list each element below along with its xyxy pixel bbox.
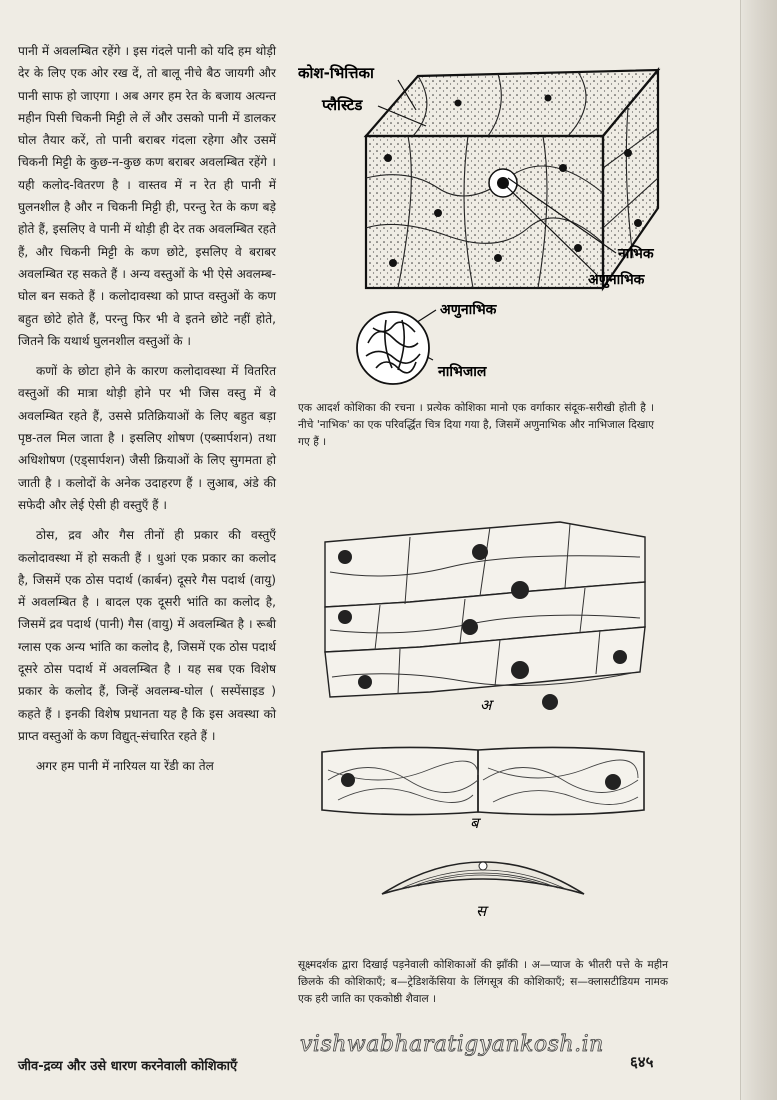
figure2-caption: सूक्ष्मदर्शक द्वारा दिखाई पड़नेवाली कोशिकाओं की झाँकी । अ—प्याज के भीतरी पत्ते के महीन छिलके की कोशिकाएँ; ब—ट्रेडिशकेंसिया के लिंगसूत्र की कोशिकाएँ; स—क्लासटीडियम नामक एक हरी जाति का एककोष्ठी शैवाल ।	[298, 959, 668, 1005]
paragraph-1: पानी में अवलम्बित रहेंगे । इस गंदले पानी को यदि हम थोड़ी देर के लिए एक ओर रख दें, तो बालू नीचे बैठ जायगी और पानी साफ हो जाएगा । अब अगर हम रेत के बजाय अत्यन्त महीन पिसी चिकनी मिट्टी ले लें और उसको पानी में डालकर घोल तैयार करें, तो पानी बराबर गंदला रहेगा और उसमें चिकनी मिट्टी के कुछ-न-कुछ कण बराबर अवलम्बित रहेंगे । यही कलोद-वितरण है । वास्तव में न रेत ही पानी में घुलनशील है और न चिकनी मिट्टी ही, परन्तु रेत के कण बड़े होते हैं, इसलिए वे पानी में थोड़ी ही देर तक अवलम्बित रहते हैं, और चिकनी मिट्टी के कण छोटे, इसलिए वे बराबर अवलम्बित रह सकते हैं । अन्य वस्तुओं के भी ऐसे अवलम्ब-घोल बन सकते हैं । कलोदावस्था को प्राप्त वस्तुओं के कण बहुत छोटे होते हैं, परन्तु फिर भी वे इतने छोटे नहीं होते, जितने कि यथार्थ घुलनशील वस्तुओं के ।	[18, 44, 276, 348]
onion-cells-figure	[320, 512, 650, 712]
label-cell-wall: कोश-भित्तिका	[298, 64, 374, 82]
paragraph-4: अगर हम पानी में नारियल या रेंडी का तेल	[36, 759, 214, 774]
paragraph-3: ठोस, द्रव और गैस तीनों ही प्रकार की वस्तुएँ कलोदावस्था में हो सकती हैं । धुआं एक प्रकार का कलोद है, जिसमें एक ठोस पदार्थ (कार्बन) दूसरे गैस पदार्थ (वायु) में अवलम्बित है । बादल एक दूसरी भांति का कलोद है, जिसमें द्रव पदार्थ (पानी) गैस (वायु) में अवलम्बित है । रूबी ग्लास एक अन्य भांति का कलोद है, जिसमें एक ठोस पदार्थ दूसरे ठोस पदार्थ में अवलम्बित है । यह सब एक विशेष प्रकार के कलोद हैं, जिन्हें अवलम्ब-घोल ( सस्पेंसाइड ) कहते हैं । इनकी विशेष प्रधानता यह है कि इस अवस्था को प्राप्त वस्तुओं के कण विद्युत्-संचारित रहते हैं ।	[18, 528, 276, 743]
running-footer-title: जीव-द्रव्य और उसे धारण करनेवाली कोशिकाएँ	[18, 1059, 238, 1074]
left-column-text	[18, 40, 276, 786]
label-c: स	[476, 902, 487, 920]
label-nucleolus-inset: अणुनाभिक	[440, 302, 497, 318]
label-nucleolus: अणुनाभिक	[588, 272, 645, 288]
page-number: ६४५	[630, 1053, 654, 1071]
closterium-figure	[378, 850, 588, 920]
watermark: vishwabharatigyankosh.in	[300, 1032, 604, 1057]
paragraph-2: कणों के छोटा होने के कारण कलोदावस्था में वितरित वस्तुओं की मात्रा थोड़ी होने पर भी जिस वस्तु में वे अवलम्बित रहते हैं, उससे प्रतिक्रियाओं के लिए बहुत बड़ा पृष्ठ-तल मिल जाता है । इसलिए शोषण (एब्सार्पशन) तथा अधिशोषण (एड्सार्पशन) जैसी क्रियाओं के लिए सुगमता हो जाती है । कलोदों के अनेक उदाहरण हैं । लुआब, अंडे की सफेदी और लेई ऐसी ही वस्तुएँ हैं ।	[18, 364, 276, 512]
tradescantia-cells-figure	[318, 740, 648, 830]
label-nucleus: नाभिक	[618, 246, 654, 262]
page-edge	[740, 0, 777, 1100]
label-plastid: प्लैस्टिड	[322, 96, 363, 114]
label-b: ब	[470, 814, 479, 830]
figure1-caption: एक आदर्श कोशिका की रचना । प्रत्येक कोशिका मानो एक वर्गाकार संदूक-सरीखी होती है । नीचे 'नाभिक' का एक परिवर्द्धित चित्र दिया गया है, जिसमें अणुनाभिक और नाभिजाल दिखाए गए हैं ।	[298, 402, 654, 448]
label-nuclear-network: नाभिजाल	[438, 364, 487, 380]
label-a: अ	[480, 696, 492, 712]
cell-cube-figure	[298, 58, 670, 388]
